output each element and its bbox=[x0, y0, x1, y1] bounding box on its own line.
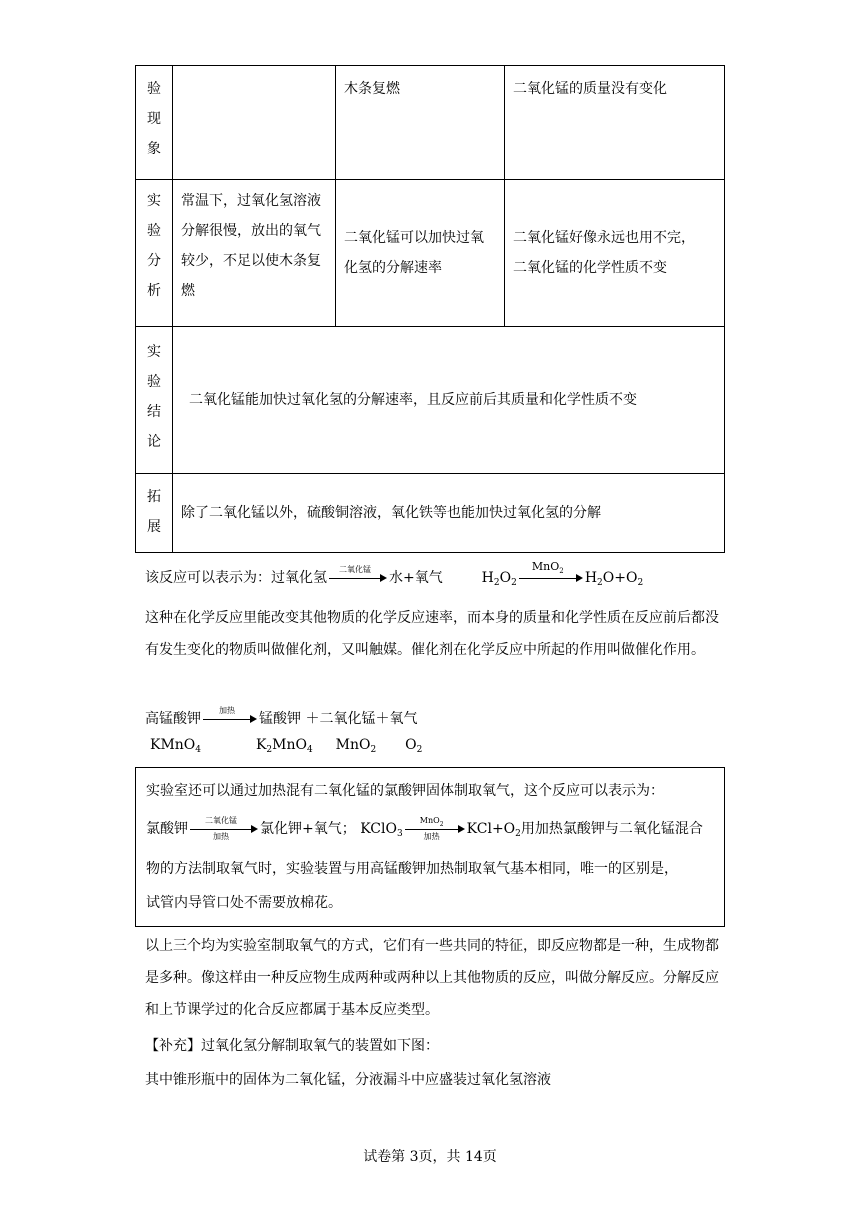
reaction-arrow-icon: 二氧化锰 bbox=[329, 572, 387, 584]
header-char: 实 bbox=[147, 193, 161, 209]
header-char: 象 bbox=[147, 141, 161, 157]
decomposition-paragraph: 以上三个均为实验室制取氧气的方式，它们有一些共同的特征，即反应物都是一种，生成物都是多种。像这样由一种反应物生成两种或两种以上其他物质的反应，叫做分解反应。分解反应和上节课学过的化合反应都属于基本反应类型。 bbox=[145, 938, 719, 1018]
reaction-hydrogen-peroxide: 该反应可以表示为：过氧化氢 二氧化锰 水+氧气 $H_2O_2$ MnO$_2$ $H_2O+O_2$ bbox=[145, 560, 644, 588]
apparatus-note: 其中锥形瓶中的固体为二氧化锰，分液漏斗中应盛装过氧化氢溶液 bbox=[145, 1072, 551, 1088]
row-header-extension bbox=[136, 474, 173, 553]
formula-h2o2: $H_2O_2$ bbox=[481, 570, 517, 588]
header-char: 验 bbox=[147, 374, 161, 390]
row-header-conclusion bbox=[136, 327, 173, 474]
chlorate-reaction: 氯酸钾 二氧化锰 加热 氯化钾+氧气； KClO$_3$ MnO$_2$ 加热 $KCl+O_2$用加热氯酸钾与二氧化锰混合 bbox=[146, 816, 703, 841]
page-footer: 试卷第 3页，共 14页 bbox=[363, 1149, 497, 1165]
cell-analysis-1: 常温下，过氧化氢溶液分解很慢，放出的氧气较少，不足以使木条复燃 bbox=[173, 180, 336, 327]
catalyst-heat-arrow-icon: 二氧化锰 加热 bbox=[190, 823, 258, 835]
catalyst-paragraph: 这种在化学反应里能改变其他物质的化学反应速率，而本身的质量和化学性质在反应前后都没有发生变化的物质叫做催化剂，又叫触媒。催化剂在化学反应中所起的作用叫做催化作用。 bbox=[145, 610, 719, 658]
cell-conclusion: 二氧化锰能加快过氧化氢的分解速率，且反应前后其质量和化学性质不变 bbox=[173, 327, 725, 474]
row-header-analysis bbox=[136, 180, 173, 327]
header-char: 论 bbox=[147, 434, 161, 450]
reaction-permanganate: 高锰酸钾 加热 锰酸钾 ＋二氧化锰＋氧气 bbox=[145, 706, 418, 727]
header-char: 验 bbox=[147, 223, 161, 239]
cell-empty bbox=[173, 66, 336, 180]
formula-products: $H_2O+O_2$ bbox=[584, 570, 644, 588]
table-row-phenomenon bbox=[136, 66, 725, 180]
cell-phenomenon-3: 二氧化锰的质量没有变化 bbox=[505, 66, 725, 180]
mno2-heat-arrow-icon: MnO$_2$ 加热 bbox=[405, 823, 465, 835]
table-row-extension bbox=[136, 474, 725, 553]
cell-extension: 除了二氧化锰以外，硫酸铜溶液，氧化铁等也能加快过氧化氢的分解 bbox=[173, 474, 725, 553]
header-char: 结 bbox=[147, 404, 161, 420]
chlorate-note-box: 实验室还可以通过加热混有二氧化锰的氯酸钾固体制取氧气，这个反应可以表示为： 氯酸钾 二氧化锰 加热 氯化钾+氧气； KClO$_3$ MnO$_2$ 加热 $KCl+O_2$用加热氯酸钾与二氧化锰混合 物的方法制取氧气时，实验装置与用高锰酸钾加热制取氧气基本相同，唯一的区别是， 试管内导管口处不需要放棉花。 bbox=[135, 767, 725, 927]
cell-phenomenon-2: 木条复燃 bbox=[336, 66, 505, 180]
permanganate-formulas: KMnO$_4$ $K_2MnO_4$ MnO$_2$ $O_2$ bbox=[150, 737, 423, 755]
table-row-analysis bbox=[136, 180, 725, 327]
catalyst-arrow-icon: MnO$_2$ bbox=[519, 572, 583, 584]
header-char: 实 bbox=[147, 344, 161, 360]
supplement-line: 【补充】过氧化氢分解制取氧气的装置如下图： bbox=[145, 1038, 439, 1054]
header-char: 分 bbox=[147, 253, 161, 269]
row-header-phenomenon bbox=[136, 66, 173, 180]
header-char: 析 bbox=[147, 283, 161, 299]
experiment-table bbox=[135, 65, 725, 553]
table-row-conclusion bbox=[136, 327, 725, 474]
header-char: 展 bbox=[147, 519, 161, 535]
header-char: 拓 bbox=[147, 489, 161, 505]
header-char: 现 bbox=[147, 111, 161, 127]
cell-analysis-2: 二氧化锰可以加快过氧化氢的分解速率 bbox=[336, 180, 505, 327]
header-char: 验 bbox=[147, 81, 161, 97]
heat-arrow-icon: 加热 bbox=[203, 713, 257, 725]
cell-analysis-3: 二氧化锰好像永远也用不完， 二氧化锰的化学性质不变 bbox=[505, 180, 725, 327]
